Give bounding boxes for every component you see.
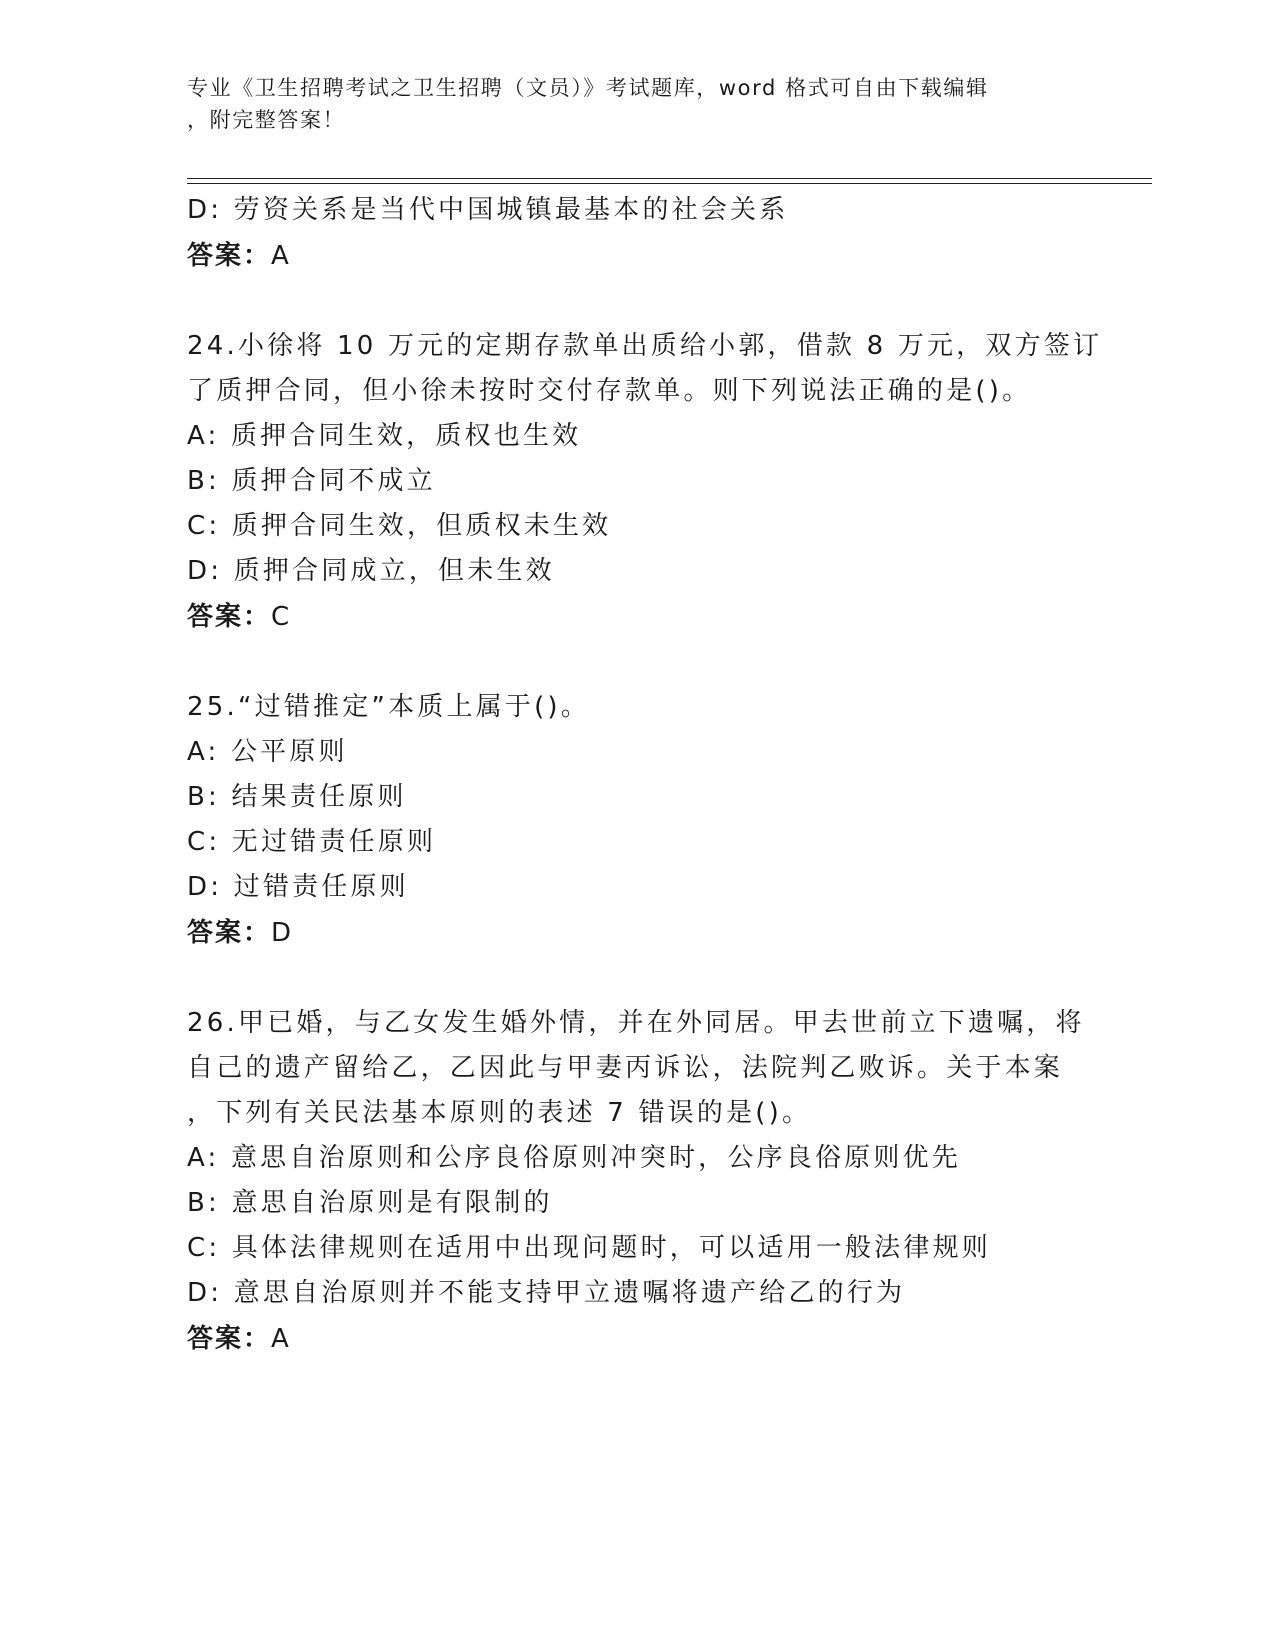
option-d: D: 过错责任原则	[187, 872, 409, 902]
answer-label: 答案：	[187, 918, 272, 948]
question-stem-line: 了质押合同，但小徐未按时交付存款单。则下列说法正确的是()。	[187, 376, 1032, 406]
question-content	[187, 188, 1103, 1362]
question-26	[187, 1001, 1087, 1362]
question-stem-line: 26.甲已婚，与乙女发生婚外情，并在外同居。甲去世前立下遗嘱，将	[187, 1008, 1085, 1038]
question-stem-line: 24.小徐将 10 万元的定期存款单出质给小郭，借款 8 万元，双方签订	[187, 331, 1103, 361]
answer-line	[187, 233, 1087, 279]
answer-line	[187, 594, 1087, 640]
option-d: D: 劳资关系是当代中国城镇最基本的社会关系	[187, 195, 789, 225]
option-c: C: 质押合同生效，但质权未生效	[187, 511, 612, 541]
option-d: D: 质押合同成立，但未生效	[187, 556, 555, 586]
header-line-1: 专业《卫生招聘考试之卫生招聘（文员）》考试题库，word 格式可自由下载编辑	[187, 76, 989, 100]
answer-label: 答案：	[187, 1324, 272, 1354]
option-a: A: 质押合同生效，质权也生效	[187, 421, 582, 451]
answer-line	[187, 910, 1087, 956]
option-b: B: 意思自治原则是有限制的	[187, 1188, 553, 1218]
page-header	[187, 72, 1087, 136]
answer-value: A	[271, 241, 290, 271]
option-a: A: 公平原则	[187, 737, 348, 767]
spacer	[187, 956, 1087, 1001]
question-stem-line: 25.“过错推定”本质上属于()。	[187, 692, 590, 722]
answer-value: A	[271, 1324, 290, 1354]
option-a: A: 意思自治原则和公序良俗原则冲突时，公序良俗原则优先	[187, 1143, 961, 1173]
option-c: C: 无过错责任原则	[187, 827, 437, 857]
answer-line	[187, 1316, 1087, 1362]
answer-label: 答案：	[187, 241, 272, 271]
header-divider-bottom	[187, 183, 1152, 184]
option-d: D: 意思自治原则并不能支持甲立遗嘱将遗产给乙的行为	[187, 1278, 906, 1308]
option-c: C: 具体法律规则在适用中出现问题时，可以适用一般法律规则	[187, 1233, 991, 1263]
header-divider-top	[187, 178, 1152, 179]
option-b: B: 质押合同不成立	[187, 466, 436, 496]
answer-value: D	[271, 918, 293, 948]
spacer	[187, 279, 1087, 324]
question-25	[187, 685, 1087, 956]
answer-value: C	[271, 602, 291, 632]
question-24	[187, 324, 1103, 640]
answer-label: 答案：	[187, 602, 272, 632]
question-stem-line: 自己的遗产留给乙，乙因此与甲妻丙诉讼，法院判乙败诉。关于本案	[187, 1053, 1064, 1083]
option-b: B: 结果责任原则	[187, 782, 407, 812]
question-stem-line: ，下列有关民法基本原则的表述 7 错误的是()。	[187, 1098, 812, 1128]
header-line-2: ，附完整答案！	[187, 108, 346, 132]
spacer	[187, 640, 1087, 685]
